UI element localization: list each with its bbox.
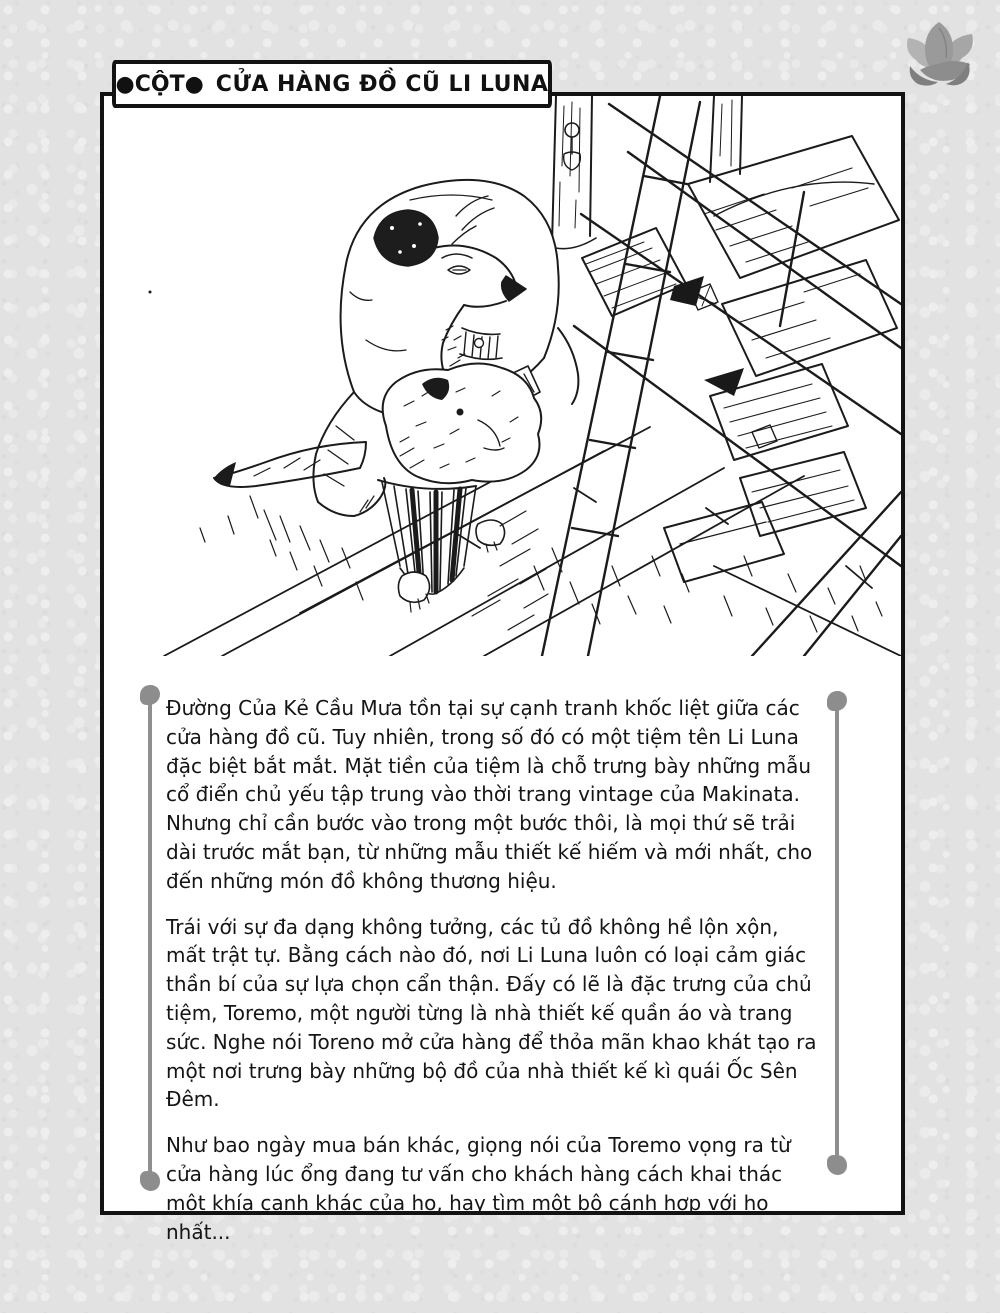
column-article bbox=[166, 694, 818, 1263]
clothes-stacks bbox=[582, 136, 899, 582]
rod-knob-icon bbox=[140, 685, 160, 705]
shop-illustration bbox=[104, 96, 901, 656]
rod-knob-icon bbox=[827, 1155, 847, 1175]
panel-frame bbox=[100, 92, 905, 1244]
lotus-flower-icon bbox=[896, 14, 982, 96]
left-scroll-rod bbox=[148, 698, 152, 1178]
column-title-box bbox=[112, 60, 552, 108]
rod-knob-icon bbox=[140, 1171, 160, 1191]
article-paragraph-3: Như bao ngày mua bán khác, giọng nói của Toremo vọng ra từ cửa hàng lúc ổng đang tư vấn cho khách hàng cách khai thác một khía cạnh khác của họ, hay tìm một bộ cánh hợp với họ nhất... bbox=[166, 1133, 791, 1244]
right-scroll-rod bbox=[835, 704, 839, 1162]
ink-speck bbox=[149, 291, 152, 294]
column-badge: ●CỘT● bbox=[115, 71, 204, 97]
column-title: CỬA HÀNG ĐỒ CŨ LI LUNA bbox=[215, 71, 549, 97]
rod-knob-icon bbox=[827, 691, 847, 711]
article-paragraph-1: Đường Của Kẻ Cầu Mưa tồn tại sự cạnh tranh khốc liệt giữa các cửa hàng đồ cũ. Tuy nhiên, trong số đó có một tiệm tên Li Luna đặc biệt bắt mắt. Mặt tiền của tiệm là chỗ trưng bày những mẫu cổ điển chủ yếu tập trung vào thời trang vintage của Makinata. Nhưng chỉ cần bước vào trong một bước thôi, là mọi thứ sẽ trải dài trước mắt bạn, từ những mẫu thiết kế hiếm và mới nhất, cho đến những món đồ không thương hiệu. bbox=[166, 696, 813, 893]
article-paragraph-2: Trái với sự đa dạng không tưởng, các tủ đồ không hề lộn xộn, mất trật tự. Bằng cách nào đó, nơi Li Luna luôn có loại cảm giác thần bí của sự lựa chọn cẩn thận. Đấy có lẽ là đặc trưng của chủ tiệm, Toremo, một người từng là nhà thiết kế quần áo và trang sức. Nghe nói Toreno mở cửa hàng để thỏa mãn khao khát tạo ra một nơi trưng bày những bộ đồ của nhà thiết kế kì quái Ốc Sên Đêm. bbox=[166, 914, 817, 1112]
